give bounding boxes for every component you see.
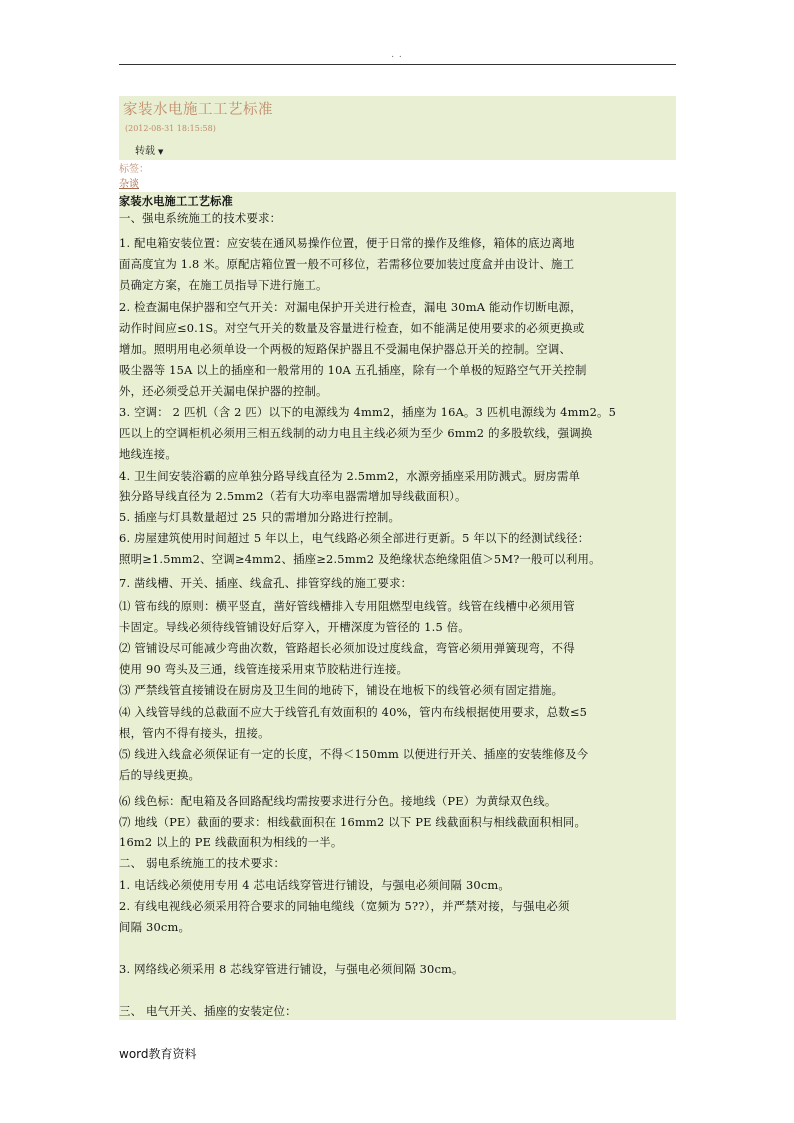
body-line: 家装水电施工工艺标准 [119, 194, 233, 208]
body-line: 照明≥1.5mm2、空调≥4mm2、插座≥2.5mm2 及绝缘状态绝缘阻值＞5M?一般可以利用。 [119, 552, 601, 566]
reprint-button[interactable] [135, 142, 163, 157]
body-line: 7. 凿线槽、开关、插座、线盒孔、排管穿线的施工要求： [119, 576, 413, 590]
body-line: 根，管内不得有接头，扭接。 [119, 726, 270, 740]
body-line: 后的导线更换。 [119, 768, 201, 782]
body-line: 卡固定。导线必须待线管铺设好后穿入，开槽深度为管径的 1.5 倍。 [119, 620, 470, 634]
body-line: 使用 90 弯头及三通，线管连接采用束节胶粘进行连接。 [119, 662, 409, 676]
body-line: ⑶ 严禁线管直接铺设在厨房及卫生间的地砖下，铺设在地板下的线管必须有固定措施。 [119, 683, 564, 697]
body-line: ⑷ 入线管导线的总截面不应大于线管孔有效面积的 40%，管内布线根据使用要求，总数≤5 [119, 705, 588, 719]
article-header-panel [119, 96, 676, 160]
body-line: 三、 电气开关、插座的安装定位： [119, 1004, 297, 1018]
body-line: 独分路导线直径为 2.5mm2（若有大功率电器需增加导线截面积）。 [119, 489, 467, 503]
body-line: 间隔 30cm。 [119, 920, 191, 934]
body-line: 3. 空调： 2 匹机（含 2 匹）以下的电源线为 4mm2，插座为 16A。3 匹机电源线为 4mm2。5 [119, 405, 617, 419]
body-line: 动作时间应≤0.1S。对空气开关的数量及容量进行检查，如不能满足使用要求的必须更换或 [119, 321, 585, 335]
body-line: ⑸ 线进入线盒必须保证有一定的长度，不得＜150mm 以便进行开关、插座的安装维修及今 [119, 747, 589, 761]
body-line: 吸尘器等 15A 以上的插座和一般常用的 10A 五孔插座，除有一个单极的短路空气开关控制 [119, 363, 587, 377]
body-line: 5. 插座与灯具数量超过 25 只的需增加分路进行控制。 [119, 510, 401, 524]
body-line: 1. 电话线必须使用专用 4 芯电话线穿管进行铺设，与强电必须间隔 30cm。 [119, 878, 511, 892]
body-line: 2. 有线电视线必须采用符合要求的同轴电缆线（宽频为 5??），并严禁对接，与强电必须 [119, 899, 570, 913]
category-link[interactable]: 杂谈 [119, 179, 139, 190]
body-line: ⑹ 线色标：配电箱及各回路配线均需按要求进行分色。接地线（PE）为黄绿双色线。 [119, 794, 557, 808]
body-line: 匹以上的空调柜机必须用三相五线制的动力电且主线必须为至少 6mm2 的多股软线，强调换 [119, 426, 593, 440]
body-line: ⑵ 管铺设尽可能减少弯曲次数，管路超长必须加设过度线盒，弯管必须用弹簧现弯，不得 [119, 641, 575, 655]
caret-down-icon: ▼ [158, 148, 164, 156]
body-line: 4. 卫生间安装浴霸的应单独分路导线直径为 2.5mm2，水源旁插座采用防溅式。厨房需单 [119, 469, 581, 483]
article-date: (2012-08-31 18:15:58) [125, 124, 216, 133]
footer-label: word教育资料 [119, 1047, 197, 1061]
body-line: 二、 弱电系统施工的技术要求： [119, 856, 286, 870]
body-line: 6. 房屋建筑使用时间超过 5 年以上，电气线路必须全部进行更新。5 年以下的经测试线径： [119, 531, 590, 545]
body-line: ⑴ 管布线的原则：横平竖直，凿好管线槽排入专用阻燃型电线管。线管在线槽中必须用管 [119, 599, 575, 613]
reprint-label: 转载 [135, 146, 155, 157]
body-line: 增加。照明用电必须单设一个两极的短路保护器且不受漏电保护器总开关的控制。空调、 [119, 342, 572, 356]
body-line: 2. 检查漏电保护器和空气开关：对漏电保护开关进行检查，漏电 30mA 能动作切断电源， [119, 300, 582, 314]
body-line: 员确定方案，在施工员指导下进行施工。 [119, 278, 328, 292]
article-body [119, 192, 676, 1020]
header-rule [119, 64, 676, 65]
body-line: 1. 配电箱安装位置：应安装在通风易操作位置，便于日常的操作及维修，箱体的底边离地 [119, 236, 575, 250]
article-title: 家装水电施工工艺标准 [123, 102, 273, 118]
body-line: 地线连接。 [119, 447, 177, 461]
body-line: 16m2 以上的 PE 线截面积为相线的一半。 [119, 835, 343, 849]
tags-label: 标签： [119, 164, 149, 175]
header-dots: . . [391, 50, 403, 60]
body-line: 3. 网络线必须采用 8 芯线穿管进行铺设，与强电必须间隔 30cm。 [119, 962, 464, 976]
body-line: 一、强电系统施工的技术要求： [119, 211, 282, 225]
body-line: 面高度宜为 1.8 米。原配店箱位置一般不可移位，若需移位要加装过度盒并由设计、施工 [119, 257, 575, 271]
body-line: 外，还必须受总开关漏电保护器的控制。 [119, 384, 328, 398]
body-line: ⑺ 地线（PE）截面的要求：相线截面积在 16mm2 以下 PE 线截面积与相线截面积相同。 [119, 815, 587, 829]
